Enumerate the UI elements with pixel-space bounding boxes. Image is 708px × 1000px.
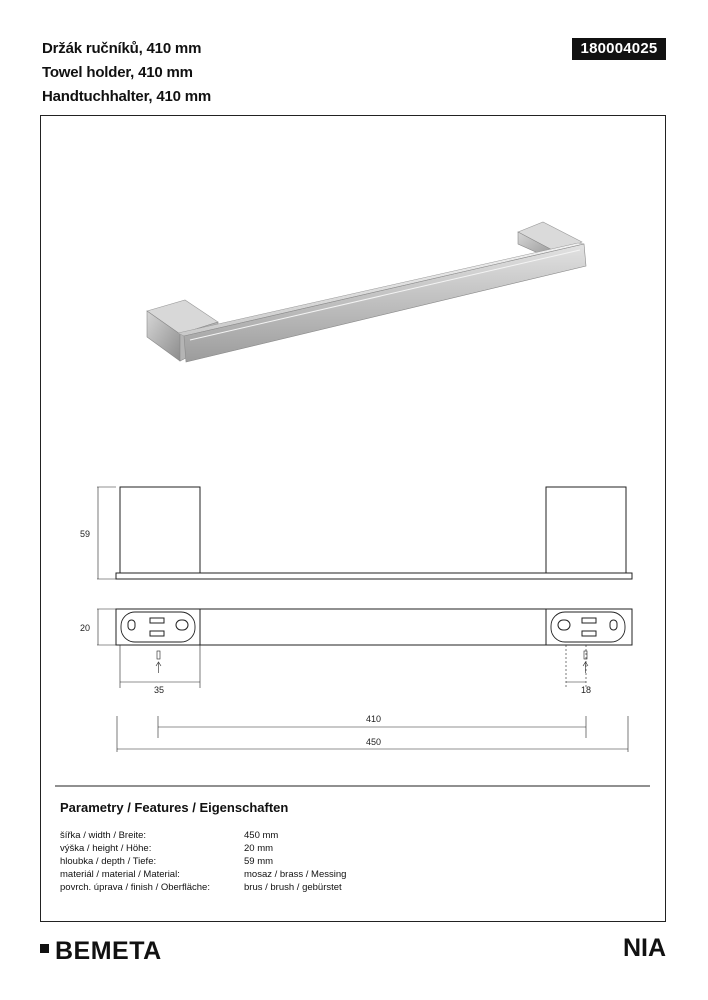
series-name: NIA <box>622 934 666 962</box>
feature-row-width <box>60 829 480 842</box>
feature-label: materiál / material / Material: <box>60 869 180 880</box>
feature-row-height <box>60 842 480 855</box>
title-english: Towel holder, 410 mm <box>42 64 193 81</box>
feature-label: hloubka / depth / Tiefe: <box>60 856 157 867</box>
product-code-badge: 180004025 <box>572 38 666 60</box>
feature-value: 59 mm <box>244 856 274 867</box>
feature-row-material <box>60 868 480 881</box>
front-view <box>97 487 632 579</box>
dim-height-label: 59 <box>80 529 91 539</box>
feature-value: brus / brush / gebürstet <box>244 882 342 893</box>
logo-square-icon <box>40 944 49 953</box>
feature-value: 20 mm <box>244 843 274 854</box>
brand-name: BEMETA <box>55 936 162 965</box>
feature-label: výška / height / Höhe: <box>60 843 152 854</box>
dim-18-label: 18 <box>581 685 592 695</box>
feature-value: mosaz / brass / Messing <box>244 869 347 880</box>
feature-label: šířka / width / Breite: <box>60 830 147 841</box>
dim-35-label: 35 <box>154 685 165 695</box>
dim-410-label: 410 <box>366 714 382 724</box>
dim-450-label: 450 <box>366 737 382 747</box>
dim-depth-label: 20 <box>80 623 91 633</box>
title-czech: Držák ručníků, 410 mm <box>42 40 202 57</box>
product-image <box>147 222 586 362</box>
features-title: Parametry / Features / Eigenschaften <box>60 800 289 815</box>
feature-row-depth <box>60 855 480 868</box>
feature-label: povrch. úprava / finish / Oberfläche: <box>60 882 210 893</box>
top-view <box>97 609 632 688</box>
feature-value: 450 mm <box>244 830 279 841</box>
feature-row-finish <box>60 881 480 894</box>
brand-logo <box>40 936 162 966</box>
title-german: Handtuchhalter, 410 mm <box>42 88 211 105</box>
features-list <box>60 829 480 894</box>
